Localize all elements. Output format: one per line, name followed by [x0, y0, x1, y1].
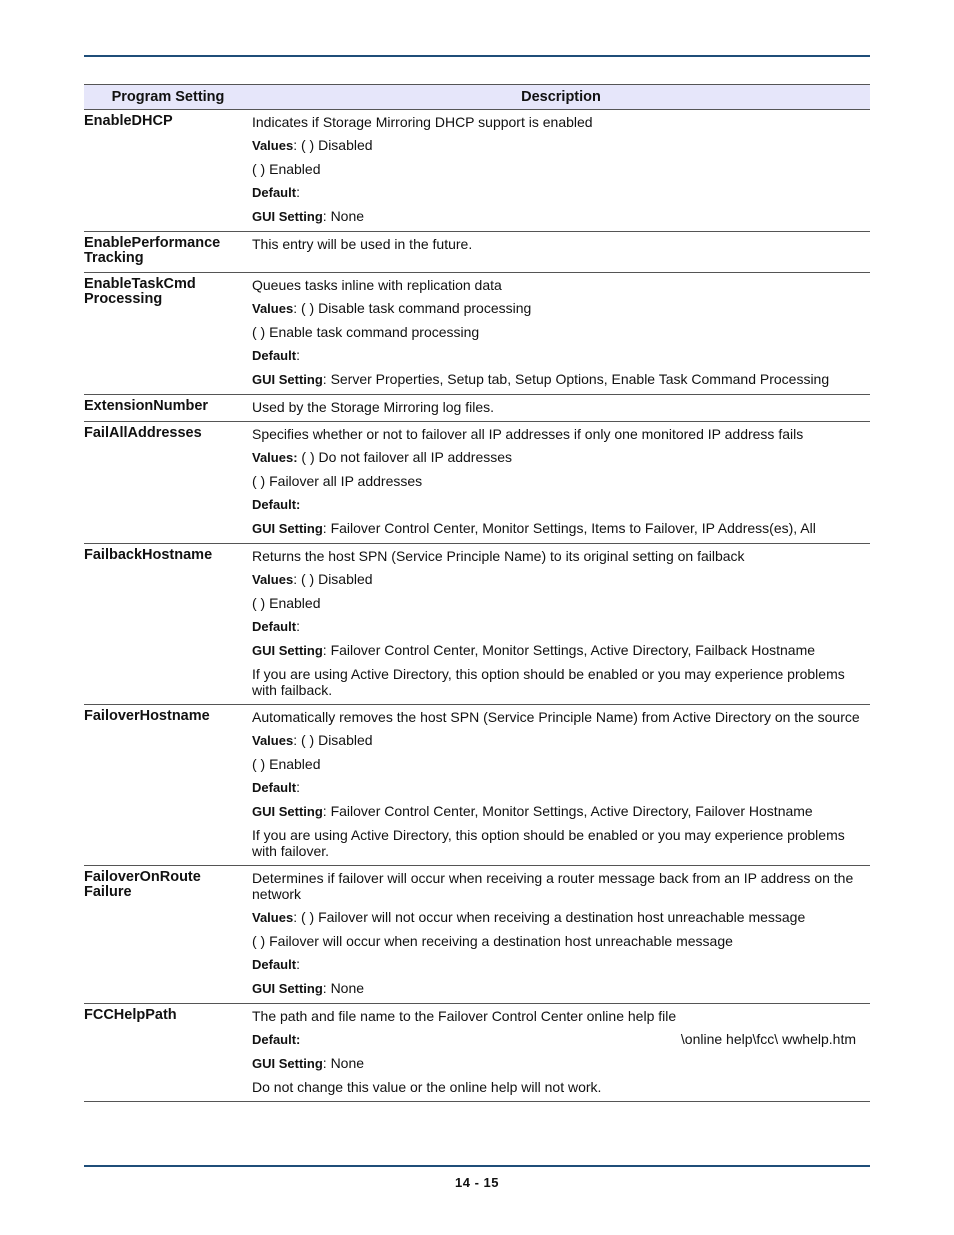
description-text: Specifies whether or not to failover all IP addresses if only one monitored IP address fails — [252, 426, 804, 442]
setting-description — [252, 395, 870, 422]
setting-description — [252, 273, 870, 395]
default-path-value: \online help\fcc\ wwhelp.htm — [680, 1031, 856, 1047]
gui-setting-line: GUI Setting: Server Properties, Setup tab, Setup Options, Enable Task Command Processing — [252, 371, 830, 387]
gui-setting-label: GUI Setting — [252, 981, 323, 996]
values-option: ( ) Failover will not occur when receiving a destination host unreachable message — [300, 909, 806, 925]
gui-setting-value: None — [330, 208, 365, 224]
setting-description — [252, 705, 870, 866]
gui-setting-line: GUI Setting: Failover Control Center, Monitor Settings, Active Directory, Failover Hostname — [252, 803, 813, 819]
values-label: Values — [252, 138, 294, 153]
gui-setting-line: GUI Setting: Failover Control Center, Monitor Settings, Active Directory, Failback Hostname — [252, 642, 816, 658]
default-line: Default: — [252, 347, 300, 363]
setting-name: EnableDHCP — [84, 110, 252, 232]
column-header-setting: Program Setting — [84, 85, 252, 110]
header-rule — [84, 55, 870, 57]
setting-name: ExtensionNumber — [84, 395, 252, 422]
values-option: ( ) Failover will occur when receiving a destination host unreachable message — [252, 933, 733, 949]
default-line — [252, 1031, 870, 1048]
default-label: Default — [252, 780, 297, 795]
program-settings-table — [84, 84, 870, 1102]
table-row — [84, 866, 870, 1004]
gui-setting-label: GUI Setting — [252, 1056, 323, 1071]
setting-description — [252, 110, 870, 232]
gui-setting-value: Failover Control Center, Monitor Settings, Active Directory, Failover Hostname — [330, 803, 813, 819]
gui-setting-value: Failover Control Center, Monitor Settings, Active Directory, Failback Hostname — [330, 642, 816, 658]
setting-description — [252, 232, 870, 273]
setting-name: EnablePerformance Tracking — [84, 232, 252, 273]
default-label: Default — [252, 957, 297, 972]
values-option: ( ) Enable task command processing — [252, 324, 480, 340]
note-text: If you are using Active Directory, this option should be enabled or you may experience problems with failover. — [252, 827, 845, 859]
table-header-row — [84, 85, 870, 110]
setting-description — [252, 422, 870, 544]
gui-setting-label: GUI Setting — [252, 521, 323, 536]
description-text: Determines if failover will occur when receiving a router message back from an IP address on the network — [252, 870, 854, 902]
values-line — [252, 449, 870, 466]
table-row — [84, 232, 870, 273]
setting-name: FailoverOnRoute Failure — [84, 866, 252, 1004]
values-option: ( ) Disable task command processing — [300, 300, 532, 316]
setting-name: EnableTaskCmd Processing — [84, 273, 252, 395]
description-text: Indicates if Storage Mirroring DHCP support is enabled — [252, 114, 593, 130]
values-option: ( ) Disabled — [300, 137, 373, 153]
description-text: This entry will be used in the future. — [252, 236, 473, 252]
values-option: ( ) Do not failover all IP addresses — [301, 449, 513, 465]
gui-setting-line: GUI Setting: None — [252, 1055, 365, 1071]
table-row — [84, 1004, 870, 1102]
table-row — [84, 395, 870, 422]
description-text: The path and file name to the Failover Control Center online help file — [252, 1008, 677, 1024]
values-option: ( ) Enabled — [252, 161, 321, 177]
default-label: Default: — [252, 497, 301, 512]
values-label: Values — [252, 910, 294, 925]
description-text: Used by the Storage Mirroring log files. — [252, 399, 494, 415]
default-label: Default — [252, 619, 297, 634]
table-row — [84, 544, 870, 705]
note-text: Do not change this value or the online help will not work. — [252, 1079, 602, 1095]
setting-name: FailAllAddresses — [84, 422, 252, 544]
table-row — [84, 110, 870, 232]
values-line: Values: ( ) Disabled — [252, 137, 373, 153]
values-option: ( ) Disabled — [300, 732, 373, 748]
default-line: Default: — [252, 779, 300, 795]
gui-setting-label: GUI Setting — [252, 209, 323, 224]
values-label: Values — [252, 733, 294, 748]
default-label: Default — [252, 185, 297, 200]
gui-setting-label: GUI Setting — [252, 804, 323, 819]
setting-name: FCCHelpPath — [84, 1004, 252, 1102]
table-row — [84, 422, 870, 544]
values-label: Values: — [252, 450, 298, 465]
footer-rule — [84, 1165, 870, 1167]
setting-name: FailbackHostname — [84, 544, 252, 705]
note-text: If you are using Active Directory, this option should be enabled or you may experience problems with failback. — [252, 666, 845, 698]
gui-setting-value: None — [330, 1055, 365, 1071]
table-row — [84, 273, 870, 395]
gui-setting-line: GUI Setting: Failover Control Center, Monitor Settings, Items to Failover, IP Address(es), All — [252, 520, 816, 536]
values-line: Values: ( ) Disable task command processing — [252, 300, 532, 316]
gui-setting-label: GUI Setting — [252, 372, 323, 387]
description-text: Returns the host SPN (Service Principle Name) to its original setting on failback — [252, 548, 745, 564]
values-option: ( ) Enabled — [252, 595, 321, 611]
values-option: ( ) Failover all IP addresses — [252, 473, 423, 489]
description-text: Automatically removes the host SPN (Service Principle Name) from Active Directory on the source — [252, 709, 860, 725]
values-option: ( ) Disabled — [300, 571, 373, 587]
column-header-description: Description — [252, 85, 870, 110]
gui-setting-label: GUI Setting — [252, 643, 323, 658]
description-text: Queues tasks inline with replication data — [252, 277, 502, 293]
default-label: Default: — [252, 1032, 301, 1047]
values-line: Values: ( ) Disabled — [252, 571, 373, 587]
page-number: 14 - 15 — [455, 1175, 499, 1190]
gui-setting-line: GUI Setting: None — [252, 208, 365, 224]
default-line: Default: — [252, 956, 300, 972]
values-line: Values: ( ) Disabled — [252, 732, 373, 748]
gui-setting-line: GUI Setting: None — [252, 980, 365, 996]
setting-description — [252, 866, 870, 1004]
values-label: Values — [252, 572, 294, 587]
setting-description — [252, 544, 870, 705]
default-line: Default: — [252, 618, 300, 634]
default-line: Default: — [252, 184, 300, 200]
setting-description — [252, 1004, 870, 1102]
default-label: Default — [252, 348, 297, 363]
values-option: ( ) Enabled — [252, 756, 321, 772]
values-label: Values — [252, 301, 294, 316]
gui-setting-value: None — [330, 980, 365, 996]
gui-setting-value: Server Properties, Setup tab, Setup Options, Enable Task Command Processing — [330, 371, 830, 387]
table-row — [84, 705, 870, 866]
gui-setting-value: Failover Control Center, Monitor Settings, Items to Failover, IP Address(es), All — [330, 520, 816, 536]
default-line — [252, 496, 870, 513]
setting-name: FailoverHostname — [84, 705, 252, 866]
values-line: Values: ( ) Failover will not occur when receiving a destination host unreachable message — [252, 909, 806, 925]
